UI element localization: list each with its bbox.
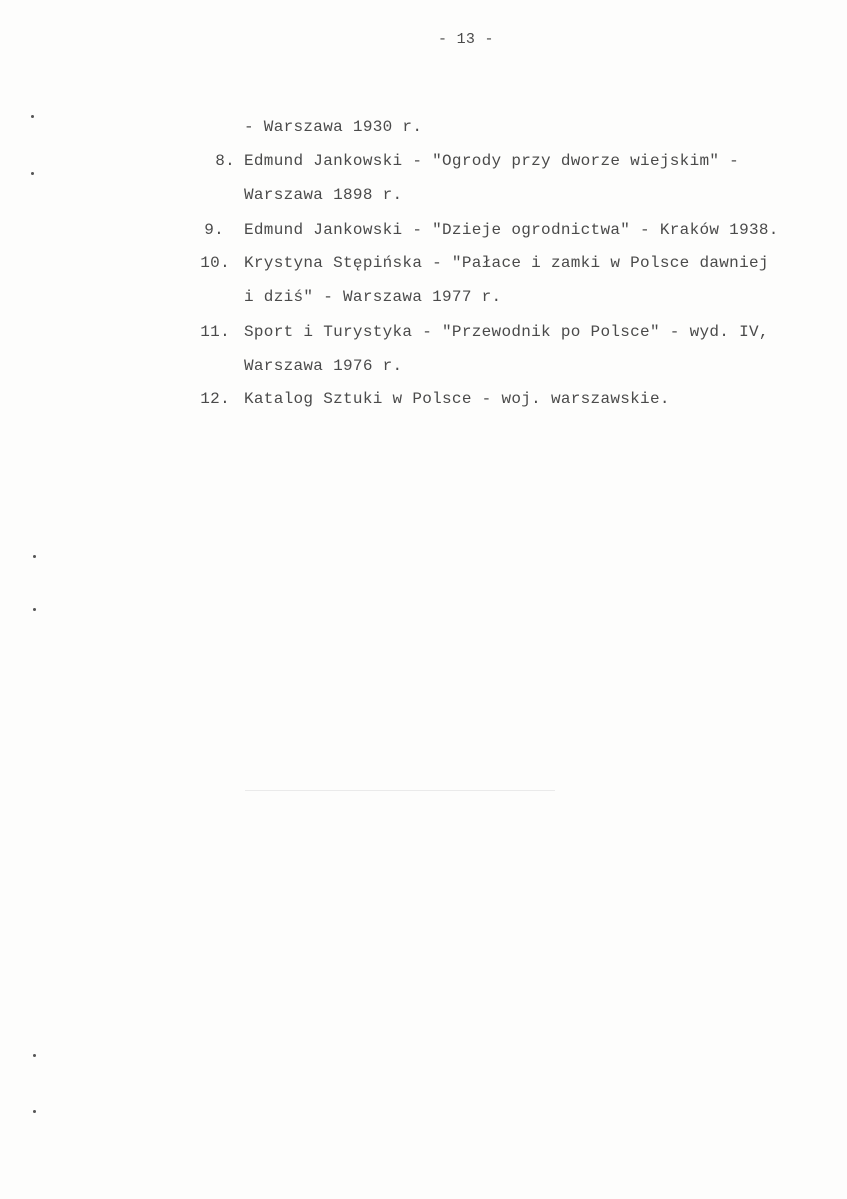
reference-text: Warszawa 1898 r.: [244, 186, 403, 204]
punch-mark: [31, 172, 34, 175]
faint-line: [245, 790, 555, 791]
reference-number: 8.: [215, 152, 235, 170]
reference-number: 10.: [200, 254, 230, 272]
reference-number: 11.: [200, 323, 230, 341]
punch-mark: [33, 555, 36, 558]
punch-mark: [33, 1110, 36, 1113]
reference-text: Edmund Jankowski - "Ogrody przy dworze wiejskim" -: [244, 152, 740, 170]
reference-text: Katalog Sztuki w Polsce - woj. warszawskie.: [244, 390, 670, 408]
reference-text: Warszawa 1976 r.: [244, 357, 403, 375]
punch-mark: [33, 1054, 36, 1057]
reference-text: Krystyna Stępińska - "Pałace i zamki w Polsce dawniej: [244, 254, 769, 272]
reference-continuation: - Warszawa 1930 r.: [244, 118, 423, 136]
punch-mark: [31, 115, 34, 118]
reference-number: 9.: [204, 221, 224, 239]
reference-text: Edmund Jankowski - "Dzieje ogrodnictwa" - Kraków 1938.: [244, 221, 779, 239]
reference-number: 12.: [200, 390, 230, 408]
page-number: - 13 -: [438, 31, 494, 48]
punch-mark: [33, 608, 36, 611]
reference-text: i dziś" - Warszawa 1977 r.: [244, 288, 502, 306]
reference-text: Sport i Turystyka - "Przewodnik po Polsce" - wyd. IV,: [244, 323, 769, 341]
